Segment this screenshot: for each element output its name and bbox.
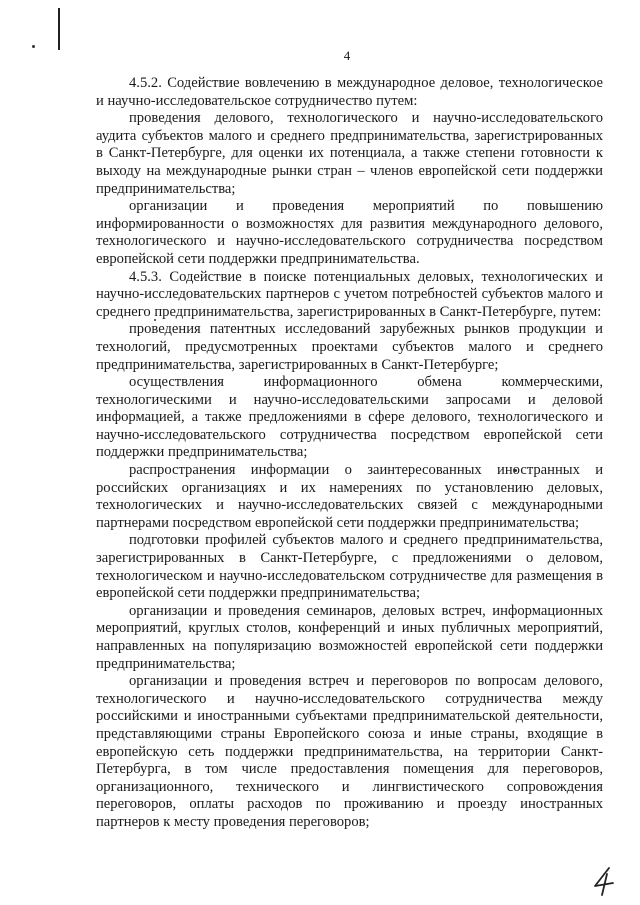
paragraph: распространения информации о заинтересованных иностранных и российских организациях и их намерениях по установлению деловых, технологических и научно-исследовательских связей с международными партнерами посредством европейской сети поддержки предпринимательства;	[96, 462, 603, 531]
page-number: 4	[343, 48, 351, 63]
paragraph: проведения патентных исследований зарубежных рынков продукции и технологий, предусмотренных проектами субъектов малого и среднего предпринимательства, зарегистрированных в Санкт-Петербурге;	[96, 321, 603, 373]
scan-edge-mark	[58, 8, 60, 50]
paragraph: проведения делового, технологического и научно-исследовательского аудита субъектов малого и среднего предпринимательства, зарегистрированных в Санкт-Петербурге, для оценки их потенциала, а также степени готовности к выходу на международные рынки стран – членов европейской сети поддержки предпринимательства;	[96, 110, 603, 197]
paragraph: организации и проведения встреч и переговоров по вопросам делового, технологического и научно-исследовательского сотрудничества между российскими и иностранными субъектами предпринимательской деятельности, представляющими страны Европейского союза и иные страны, входящие в европейскую сеть поддержки предпринимательства, на территории Санкт-Петербурга, в том числе предоставления помещения для переговоров, организационного, технического и лингвистического сопровождения переговоров, оплаты расходов по проживанию и проезду иностранных партнеров к месту проведения переговоров;	[96, 673, 603, 830]
handwritten-four-icon	[592, 866, 616, 896]
paragraph: осуществления информационного обмена коммерческими, технологическими и научно-исследовательскими запросами и деловой информацией, а также предложениями в сфере делового, технологического и научно-исследовательского сотрудничества посредством европейской сети поддержки предпринимательства;	[96, 374, 603, 461]
document-body	[96, 75, 603, 832]
paragraph: подготовки профилей субъектов малого и среднего предпринимательства, зарегистрированных в Санкт-Петербурге, с предложениями о деловом, технологическом и научно-исследовательском сотрудничестве для размещения в европейской сети поддержки предпринимательства;	[96, 532, 603, 602]
paragraph: организации и проведения семинаров, деловых встреч, информационных мероприятий, круглых столов, конференций и иных публичных мероприятий, направленных на популяризацию возможностей европейской сети поддержки предпринимательства;	[96, 602, 603, 672]
paragraph: организации и проведения мероприятий по повышению информированности о возможностях для развития международного делового, технологического и научно-исследовательского сотрудничества посредством европейской сети поддержки предпринимательства.	[96, 198, 603, 267]
handwritten-page-mark	[592, 866, 616, 901]
paragraph: 4.5.2. Содействие вовлечению в международное деловое, технологическое и научно-исследовательское сотрудничество путем:	[96, 75, 603, 109]
paragraph: 4.5.3. Содействие в поиске потенциальных деловых, технологических и научно-исследовательских партнеров с учетом потребностей субъектов малого и среднего предпринимательства, зарегистрированных в Санкт-Петербурге, путем:	[96, 268, 603, 320]
